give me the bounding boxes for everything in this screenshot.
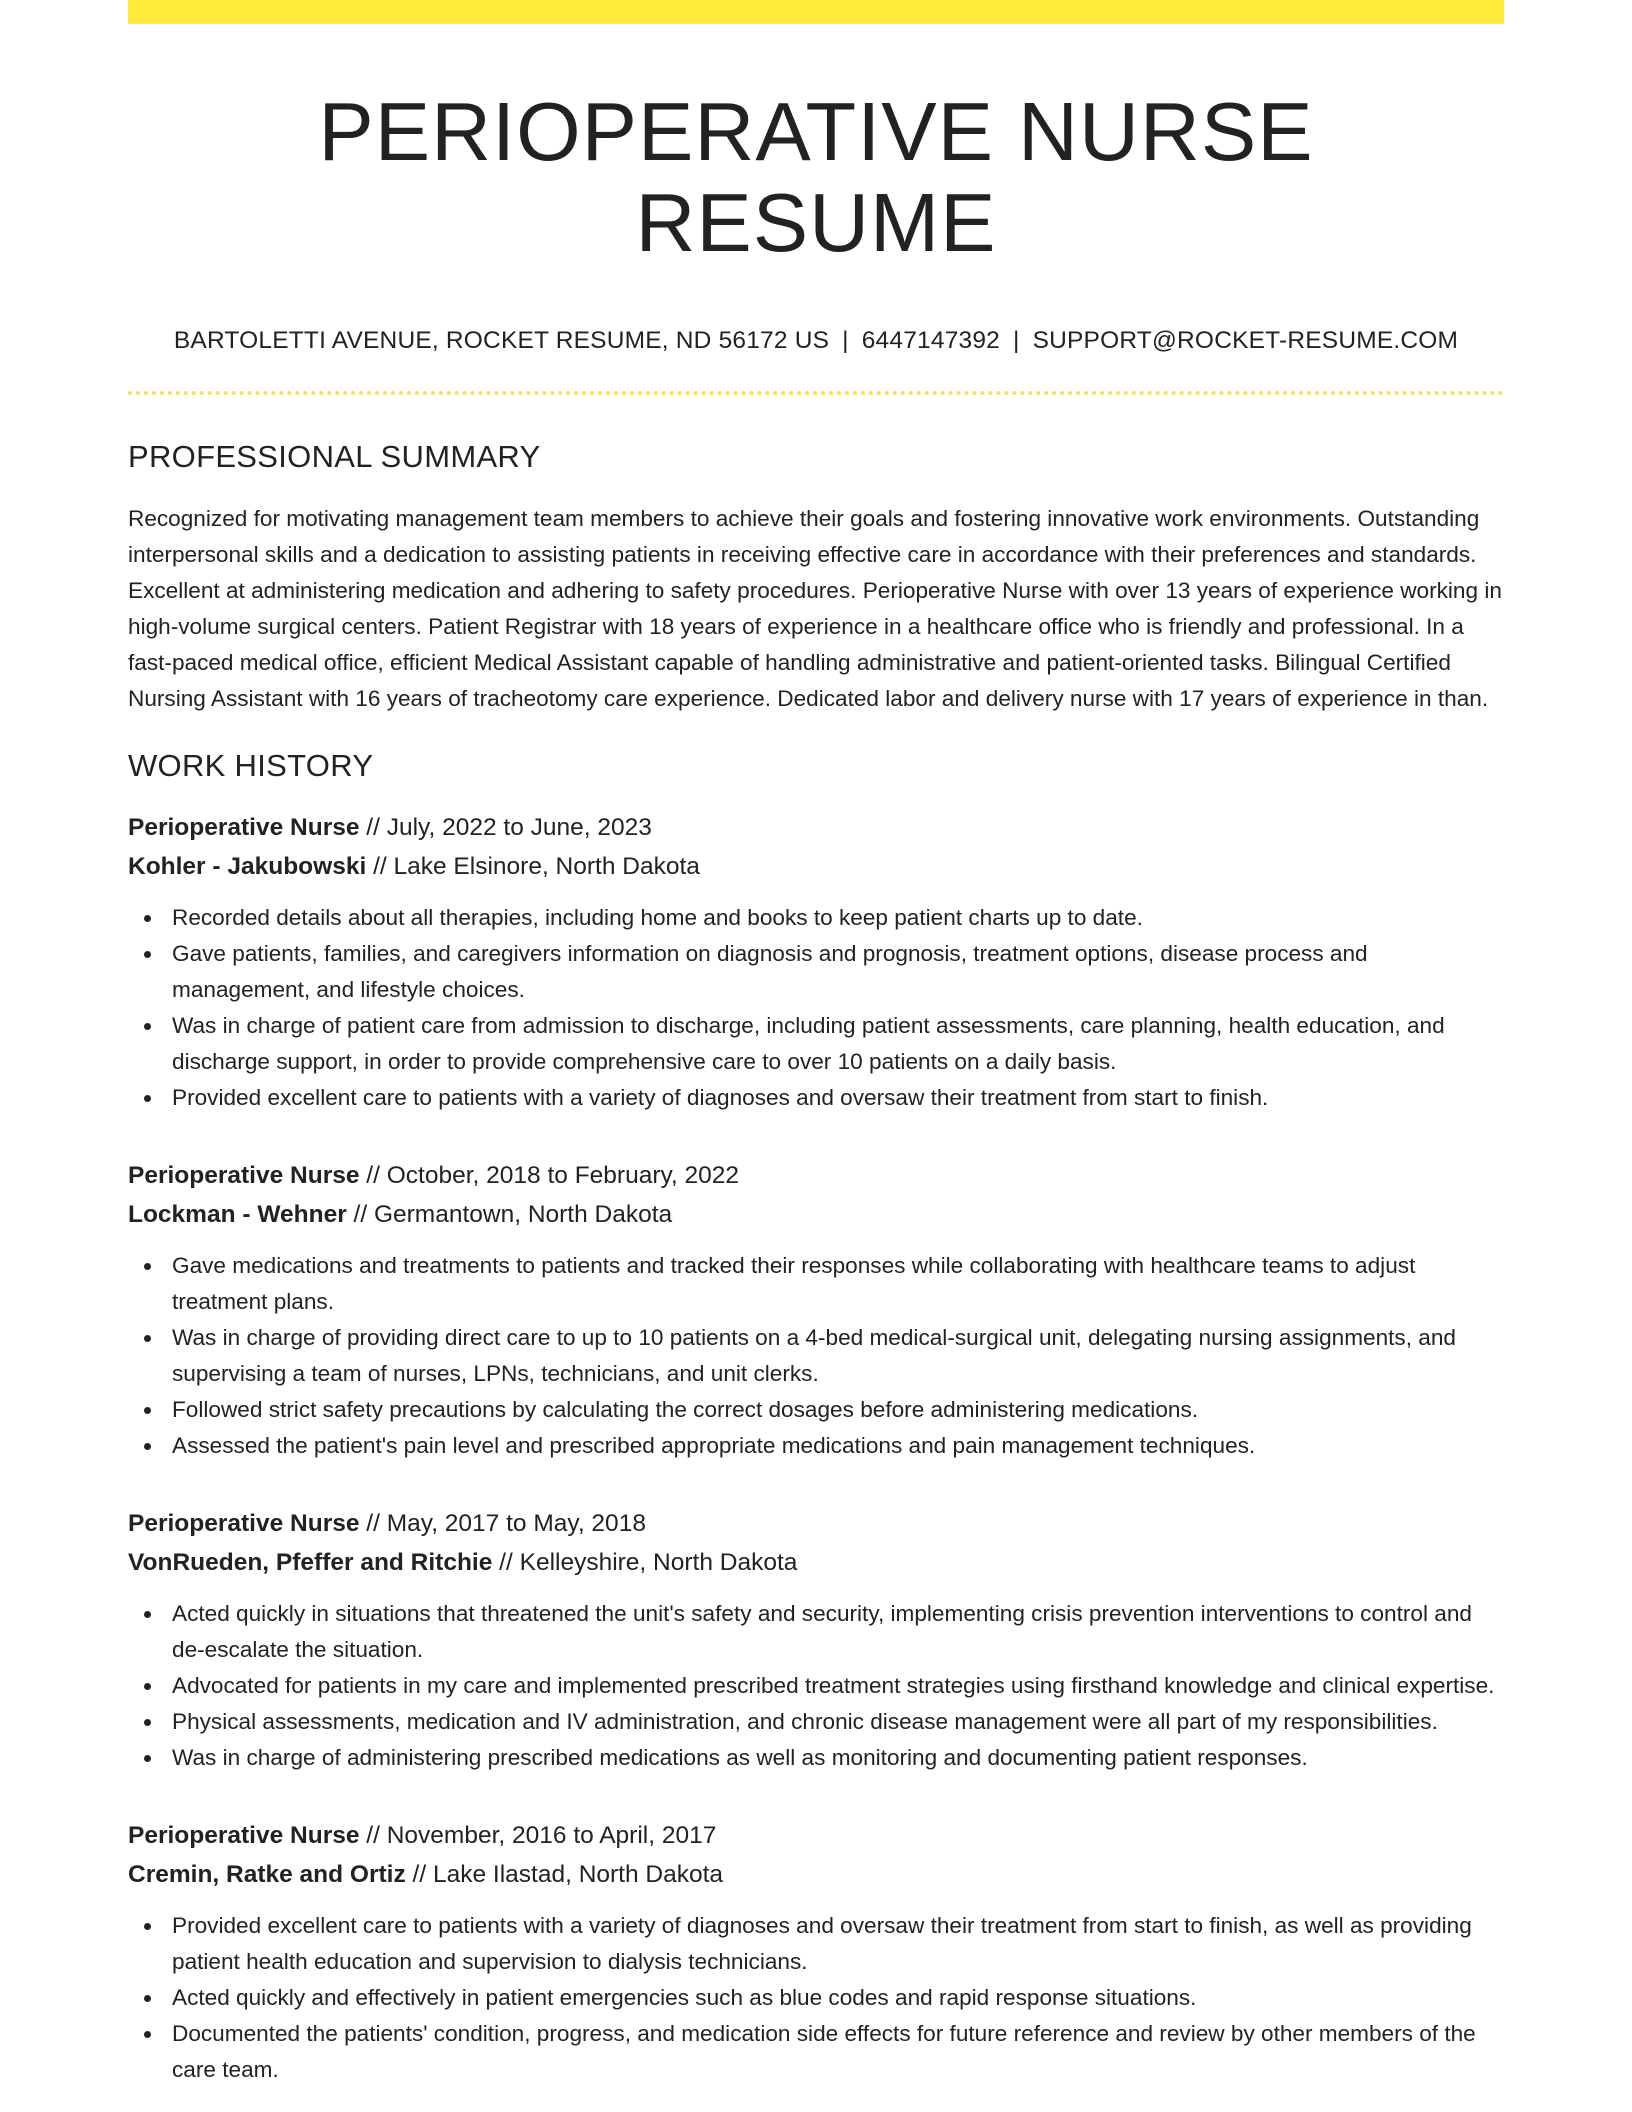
job-bullet: Provided excellent care to patients with a variety of diagnoses and oversaw their treatment from start to finish. [128, 1080, 1504, 1116]
job-bullet: Physical assessments, medication and IV administration, and chronic disease management were all part of my responsibilities. [128, 1704, 1504, 1740]
contact-phone: 6447147392 [861, 326, 1000, 354]
job-location: // Germantown, North Dakota [346, 1200, 673, 1228]
job-bullet: Was in charge of administering prescribed medications as well as monitoring and documenting patient responses. [128, 1740, 1504, 1776]
job-company: Kohler - Jakubowski [128, 852, 367, 880]
contact-email: SUPPORT@ROCKET-RESUME.COM [1032, 326, 1459, 354]
job-entry [128, 1504, 1504, 1776]
job-dates: // May, 2017 to May, 2018 [359, 1509, 646, 1537]
job-bullets [128, 900, 1504, 1116]
resume-page [128, 0, 1504, 2112]
contact-separator: | [842, 326, 849, 354]
job-entry [128, 808, 1504, 1116]
job-bullet: Acted quickly and effectively in patient emergencies such as blue codes and rapid response situations. [128, 1980, 1504, 2016]
job-bullet: Followed strict safety precautions by calculating the correct dosages before administering medications. [128, 1392, 1504, 1428]
summary-heading: PROFESSIONAL SUMMARY [128, 438, 541, 474]
job-bullet: Provided excellent care to patients with a variety of diagnoses and oversaw their treatment from start to finish, as well as providing patient health education and supervision to dialysis technicians. [128, 1908, 1504, 1980]
contact-address: BARTOLETTI AVENUE, ROCKET RESUME, ND 56172 US [173, 326, 830, 354]
job-company-line [128, 1855, 1504, 1894]
job-title: Perioperative Nurse [128, 1509, 360, 1537]
resume-title: PERIOPERATIVE NURSE RESUME [318, 85, 1314, 270]
job-location: // Lake Ilastad, North Dakota [405, 1860, 724, 1888]
job-location: // Lake Elsinore, North Dakota [366, 852, 700, 880]
job-company: VonRueden, Pfeffer and Ritchie [128, 1548, 493, 1576]
job-entry [128, 1816, 1504, 2088]
job-company-line [128, 1195, 1504, 1234]
job-title-line [128, 1504, 1504, 1543]
job-bullets [128, 1596, 1504, 1776]
job-bullet: Acted quickly in situations that threatened the unit's safety and security, implementing crisis prevention interventions to control and de-escalate the situation. [128, 1596, 1504, 1668]
job-location: // Kelleyshire, North Dakota [492, 1548, 798, 1576]
job-title-line [128, 1156, 1504, 1195]
contact-separator: | [1013, 326, 1020, 354]
job-bullets [128, 1908, 1504, 2088]
job-bullet: Recorded details about all therapies, including home and books to keep patient charts up to date. [128, 900, 1504, 936]
job-bullet: Documented the patients' condition, progress, and medication side effects for future reference and review by other members of the care team. [128, 2016, 1504, 2088]
job-dates: // October, 2018 to February, 2022 [359, 1161, 740, 1189]
job-bullet: Was in charge of patient care from admission to discharge, including patient assessments, care planning, health education, and discharge support, in order to provide comprehensive care to over 10 patients on a daily basis. [128, 1008, 1504, 1080]
job-bullet: Gave medications and treatments to patients and tracked their responses while collaborating with healthcare teams to adjust treatment plans. [128, 1248, 1504, 1320]
job-company: Cremin, Ratke and Ortiz [128, 1860, 406, 1888]
dotted-divider [128, 391, 1504, 395]
job-dates: // November, 2016 to April, 2017 [359, 1821, 717, 1849]
job-title-line [128, 808, 1504, 847]
job-entry [128, 1156, 1504, 1464]
job-bullet: Advocated for patients in my care and implemented prescribed treatment strategies using firsthand knowledge and clinical expertise. [128, 1668, 1504, 1704]
job-company-line [128, 1543, 1504, 1582]
job-company-line [128, 847, 1504, 886]
job-bullet: Assessed the patient's pain level and prescribed appropriate medications and pain management techniques. [128, 1428, 1504, 1464]
job-dates: // July, 2022 to June, 2023 [359, 813, 652, 841]
job-bullets [128, 1248, 1504, 1464]
job-company: Lockman - Wehner [128, 1200, 347, 1228]
summary-text: Recognized for motivating management team members to achieve their goals and fostering innovative work environments. Outstanding interpersonal skills and a dedication to assisting patients in receiving effective care in accordance with their preferences and standards. Excellent at administering medication and adhering to safety procedures. Perioperative Nurse with over 13 years of experience working in high-volume surgical centers. Patient Registrar with 18 years of experience in a healthcare office who is friendly and professional. In a fast-paced medical office, efficient Medical Assistant capable of handling administrative and patient-oriented tasks. Bilingual Certified Nursing Assistant with 16 years of tracheotomy care experience. Dedicated labor and delivery nurse with 17 years of experience in than. [128, 505, 1502, 711]
job-title: Perioperative Nurse [128, 1821, 360, 1849]
accent-bar [128, 0, 1504, 24]
contact-line [128, 327, 1504, 355]
job-title-line [128, 1816, 1504, 1855]
job-bullet: Was in charge of providing direct care to up to 10 patients on a 4-bed medical-surgical unit, delegating nursing assignments, and supervising a team of nurses, LPNs, technicians, and unit clerks. [128, 1320, 1504, 1392]
job-bullet: Gave patients, families, and caregivers information on diagnosis and prognosis, treatment options, disease process and management, and lifestyle choices. [128, 936, 1504, 1008]
work-history-heading: WORK HISTORY [128, 747, 374, 783]
job-title: Perioperative Nurse [128, 1161, 360, 1189]
job-title: Perioperative Nurse [128, 813, 360, 841]
